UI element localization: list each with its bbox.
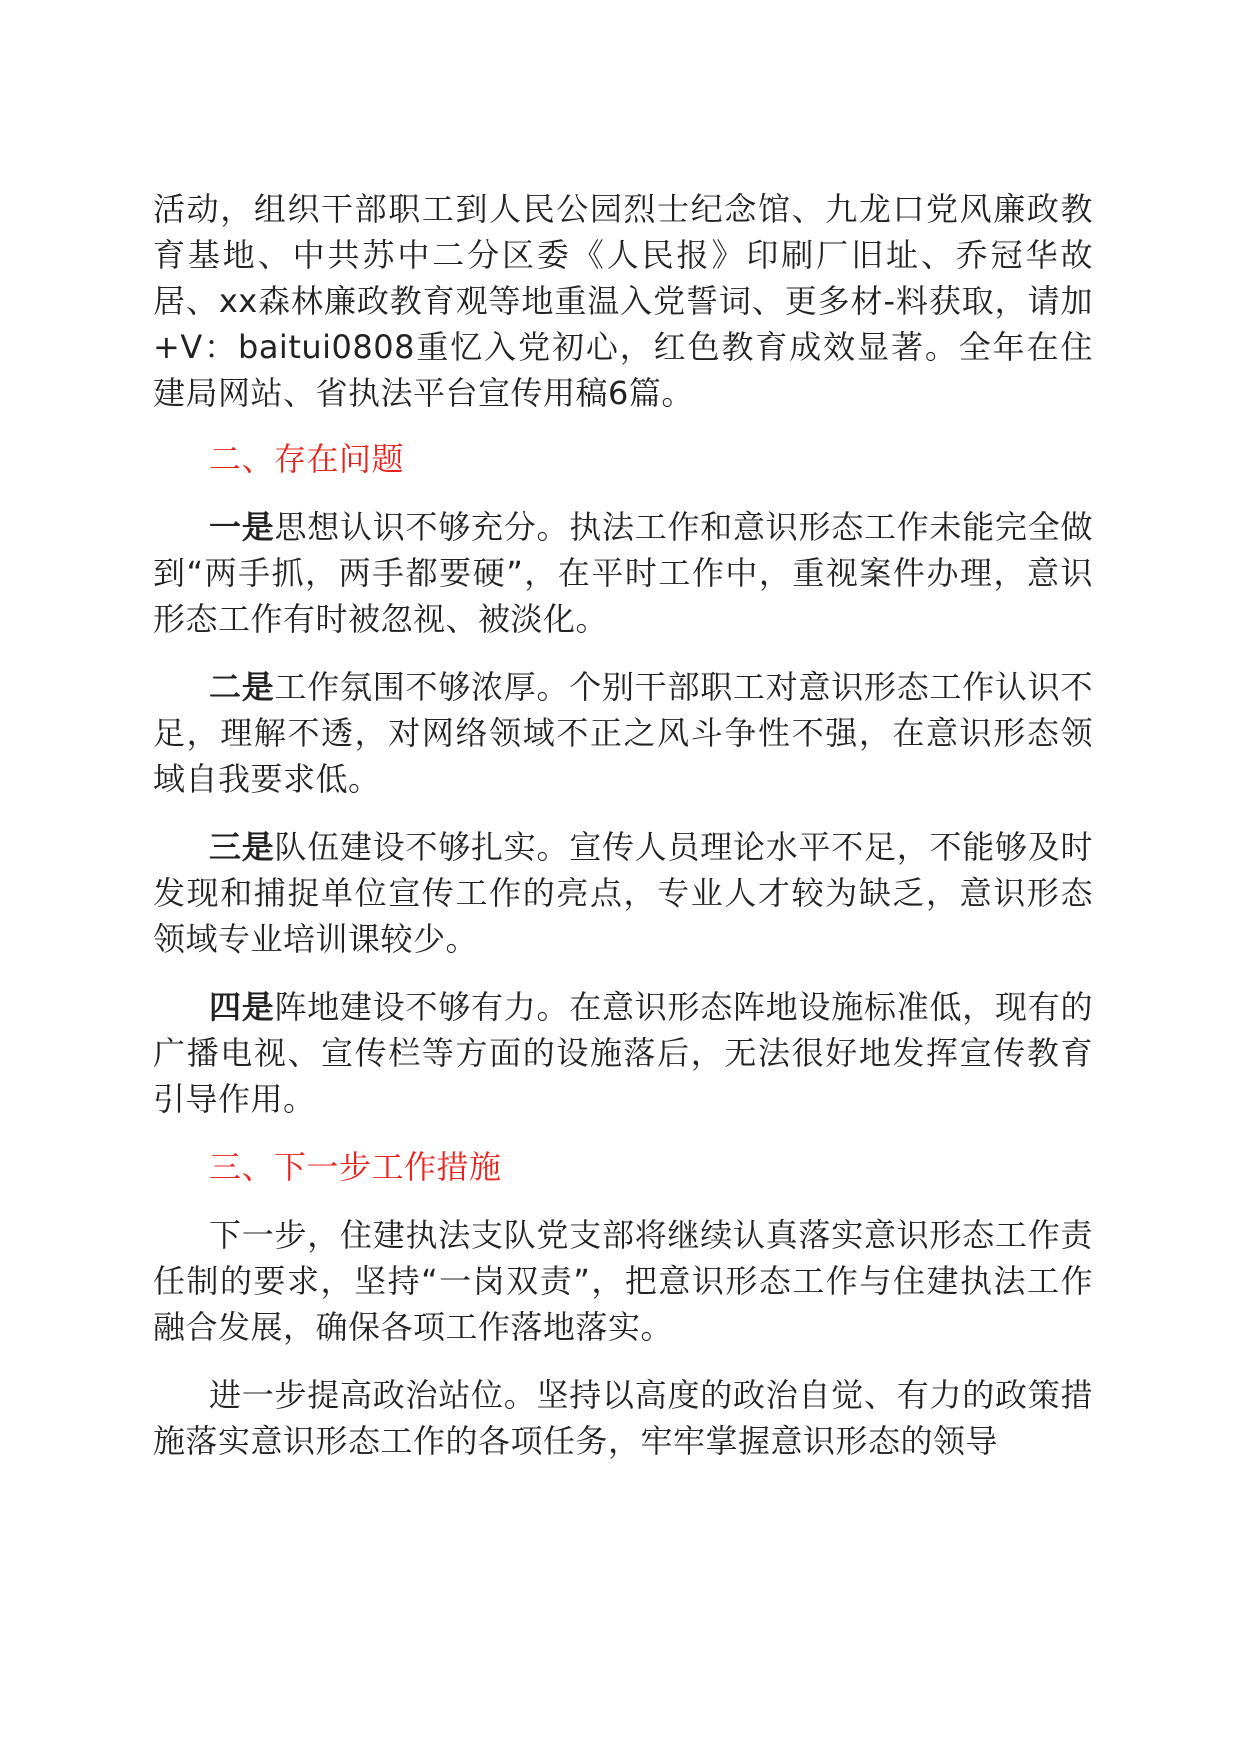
problem-text-1: 思想认识不够充分。执法工作和意识形态工作未能完全做到“两手抓，两手都要硬”，在平时工作中，重视案件办理，意识形态工作有时被忽视、被淡化。: [153, 508, 1093, 638]
problem-text-4: 阵地建设不够有力。在意识形态阵地设施标准低，现有的广播电视、宣传栏等方面的设施落后，无法很好地发挥宣传教育引导作用。: [153, 988, 1093, 1118]
measure-paragraph-2: 进一步提高政治站位。坚持以高度的政治自觉、有力的政策措施落实意识形态工作的各项任务，牢牢掌握意识形态的领导: [153, 1376, 1093, 1460]
problem-text-2: 工作氛围不够浓厚。个别干部职工对意识形态工作认识不足，理解不透，对网络领域不正之风斗争性不强，在意识形态领域自我要求低。: [153, 668, 1093, 798]
problem-lead-3: 三是: [209, 828, 275, 866]
problem-lead-2: 二是: [209, 668, 275, 706]
problem-text-3: 队伍建设不够扎实。宣传人员理论水平不足，不能够及时发现和捕捉单位宣传工作的亮点，专业人才较为缺乏，意识形态领域专业培训课较少。: [153, 828, 1093, 958]
section-heading-problems: 二、存在问题: [209, 440, 405, 478]
document-page: [153, 186, 1093, 1486]
problem-lead-1: 一是: [209, 508, 275, 546]
section-heading-measures: 三、下一步工作措施: [209, 1148, 502, 1186]
intro-paragraph: 活动，组织干部职工到人民公园烈士纪念馆、九龙口党风廉政教育基地、中共苏中二分区委《人民报》印刷厂旧址、乔冠华故居、xx森林廉政教育观等地重温入党誓词、更多材-料获取，请加+V：baitui0808重忆入党初心，红色教育成效显著。全年在住建局网站、省执法平台宣传用稿6篇。: [153, 190, 1093, 412]
problem-paragraph-3: [153, 824, 1093, 962]
problem-paragraph-2: [153, 664, 1093, 802]
measure-paragraph-1: 下一步，住建执法支队党支部将继续认真落实意识形态工作责任制的要求，坚持“一岗双责”，把意识形态工作与住建执法工作融合发展，确保各项工作落地落实。: [153, 1216, 1093, 1346]
problem-paragraph-1: [153, 504, 1093, 642]
problem-paragraph-4: [153, 984, 1093, 1122]
problem-lead-4: 四是: [209, 988, 275, 1026]
